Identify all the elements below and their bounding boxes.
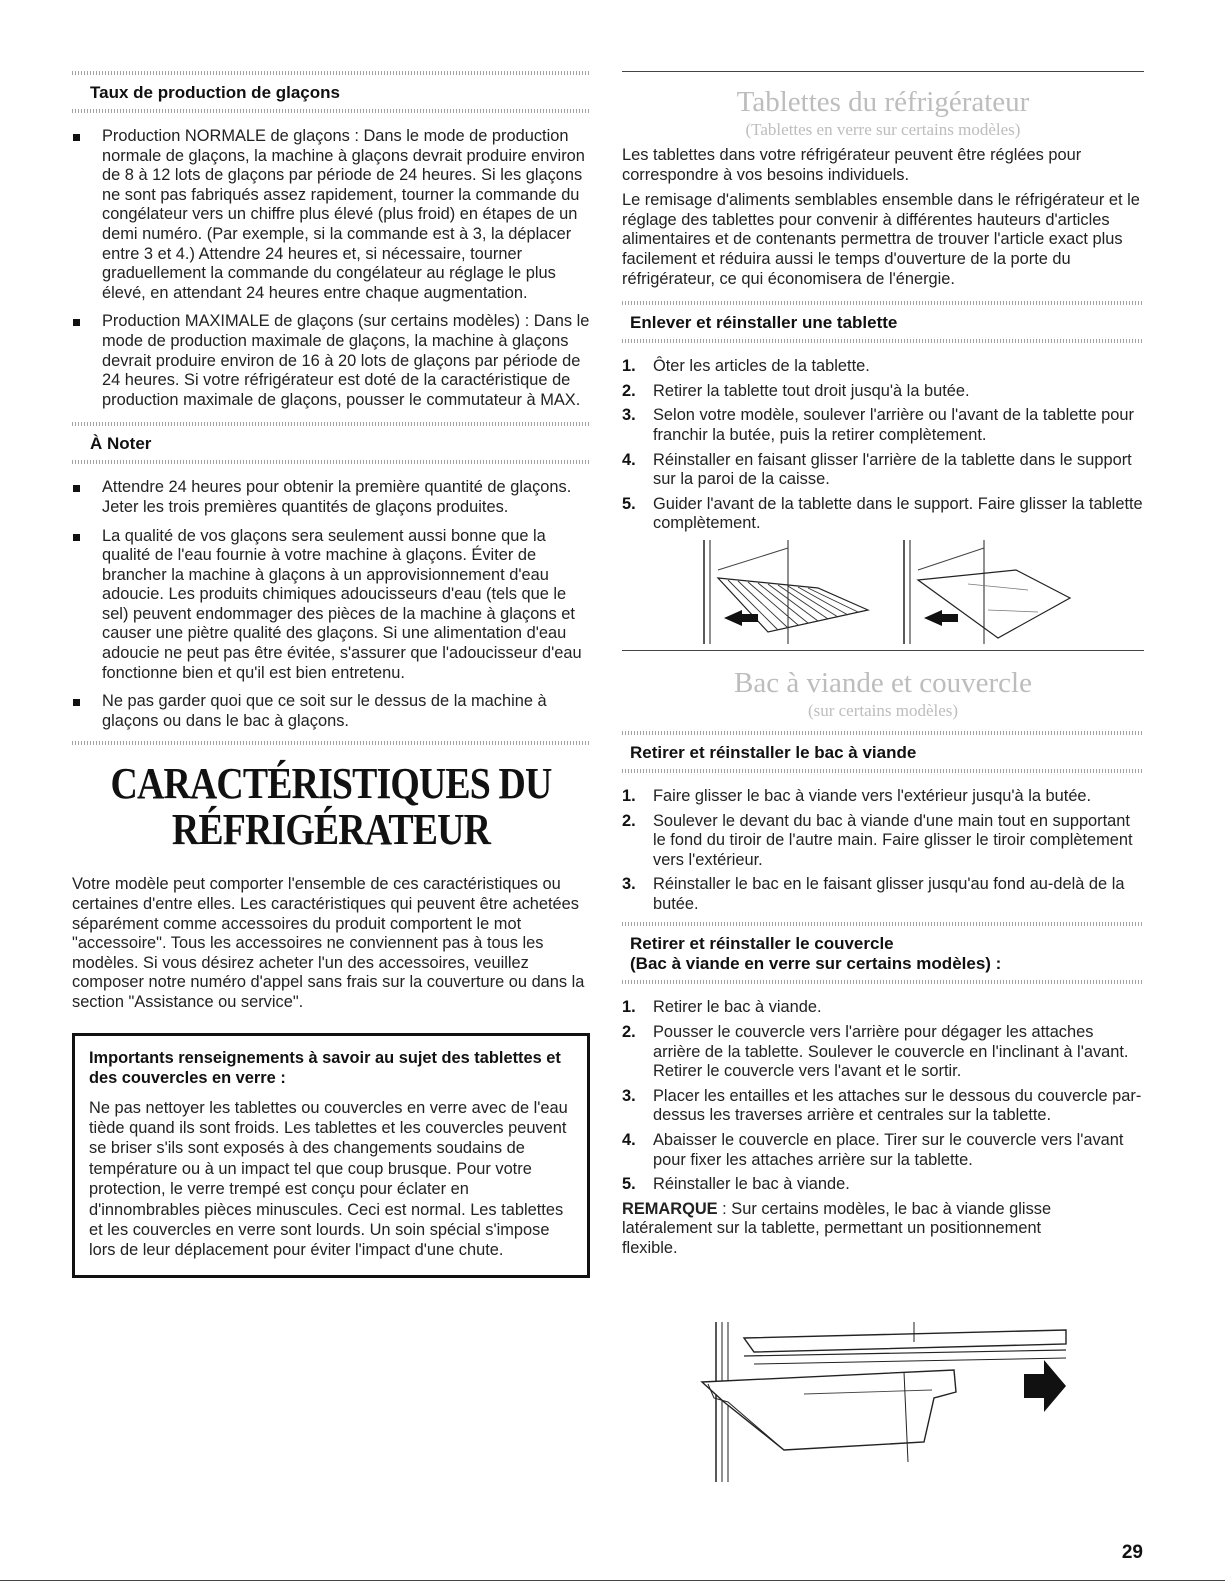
right-column — [622, 0, 1144, 1259]
shelves-paragraph-1: Les tablettes dans votre réfrigérateur peuvent être réglées pour correspondre à vos besoins individuels. — [622, 146, 1082, 184]
section-title-line2: RÉFRIGÉRATEUR — [171, 805, 491, 855]
list-item: 1. Ôter les articles de la tablette. — [622, 357, 870, 376]
dotted-rule — [72, 460, 590, 464]
bullet-icon — [73, 485, 80, 492]
list-item: 5. Réinstaller le bac à viande. — [622, 1175, 850, 1194]
list-item: Production MAXIMALE de glaçons (sur certains modèles) : Dans le mode de production maximale de glaçons, la machine à glaçons devrait produire environ de 16 à 20 lots de glaçons par période de 24 heures. Si votre réfrigérateur est doté de la caractéristique de production maximale de glaçons, pousser le commutateur à MAX. — [72, 312, 590, 410]
meat-drawer-steps — [622, 787, 1144, 915]
remove-shelf-heading: Enlever et réinstaller une tablette — [630, 313, 898, 333]
wire-shelf-illustration — [698, 540, 878, 644]
glass-shelf-illustration — [898, 540, 1088, 644]
ice-production-heading: Taux de production de glaçons — [90, 83, 340, 102]
ice-production-list — [72, 127, 590, 410]
dotted-rule — [72, 109, 590, 113]
section-title-line1: CARACTÉRISTIQUES DU — [110, 759, 552, 809]
shelves-title: Tablettes du réfrigérateur — [736, 86, 1030, 118]
note-heading: À Noter — [90, 434, 152, 454]
remark-label: REMARQUE — [622, 1199, 718, 1218]
list-item: 3. Selon votre modèle, soulever l'arrière ou l'avant de la tablette pour franchir la butée, puis la retirer complètement. — [622, 406, 1134, 444]
warning-body: Ne pas nettoyer les tablettes ou couvercles en verre avec de l'eau tiède quand ils sont froids. Les tablettes et les couvercles peuvent se briser s'ils sont exposés à des changements soudains de température ou à un impact tel que coup brusque. Pour votre protection, le verre trempé est conçu pour éclater en d'innombrables pièces minuscules. Ceci est normal. Les tablettes et les couvercles en verre sont lourds. Un soin spécial s'impose lors de leur déplacement pour éviter l'impact d'une chute. — [89, 1098, 568, 1260]
dotted-rule — [72, 741, 590, 745]
features-intro: Votre modèle peut comporter l'ensemble de ces caractéristiques ou certaines d'entre elles. Les caractéristiques qui peuvent être achetées séparément comme accessoires du produit comportent le mot "accessoire". Tous les accessoires ne conviennent pas à tous les modèles. Si vous désirez acheter l'un des accessoires, veuillez composer notre numéro d'appel sans frais sur la couverture ou dans la section "Assistance ou service". — [72, 875, 585, 1011]
dotted-rule — [622, 922, 1144, 926]
meat-drawer-heading: Retirer et réinstaller le bac à viande — [630, 742, 917, 762]
section-rule — [622, 650, 1144, 651]
dotted-rule — [622, 731, 1144, 735]
list-item: Production NORMALE de glaçons : Dans le mode de production normale de glaçons, la machine à glaçons devrait produire environ de 8 à 12 lots de glaçons par période de 24 heures. Si les glaçons ne sont pas fabriqués assez rapidement, tourner la commande du congélateur vers un chiffre plus élevé (plus froid) en étapes de un demi numéro. (Par exemple, si la commande est à 3, la déplacer entre 3 et 4.) Attendre 24 heures et, si nécessaire, tourner graduellement la commande du congélateur au réglage le plus élevé, en attendant 24 heures entre chaque augmentation. — [72, 127, 590, 303]
section-rule — [622, 71, 1144, 72]
left-column — [72, 0, 590, 1278]
list-item: 2. Soulever le devant du bac à viande d'une main tout en supportant le fond du tiroir de l'autre main. Faire glisser le tiroir complètement vers l'extérieur. — [622, 811, 1133, 869]
list-item: 1. Retirer le bac à viande. — [622, 998, 822, 1017]
bullet-icon — [73, 534, 80, 541]
cover-heading-line1: Retirer et réinstaller le couvercle — [630, 934, 894, 954]
remove-shelf-steps — [622, 357, 1144, 534]
list-item: La qualité de vos glaçons sera seulement aussi bonne que la qualité de l'eau fournie à votre machine à glaçons. Éviter de brancher la machine à glaçons à un approvisionnement d'eau adoucie. Les produits chimiques adoucisseurs d'eau (tels que le sel) peuvent endommager des pièces de la machine à glaçons et causer une piètre qualité des glaçons. Si une alimentation d'eau adoucie ne peut pas être évitée, s'assurer que l'adoucisseur d'eau fonctionne bien et qu'il est bien entretenu. — [72, 527, 590, 684]
meat-drawer-illustration — [694, 1322, 1074, 1482]
list-item: 2. Retirer la tablette tout droit jusqu'à la butée. — [622, 381, 970, 400]
bullet-icon — [73, 319, 80, 326]
meat-drawer-subtitle: (sur certains modèles) — [807, 700, 959, 720]
warning-title: Importants renseignements à savoir au sujet des tablettes et des couvercles en verre : — [89, 1048, 561, 1087]
section-title — [72, 761, 590, 853]
remark-paragraph — [622, 1200, 1092, 1259]
dotted-rule — [622, 301, 1144, 305]
shelves-paragraph-2: Le remisage d'aliments semblables ensemble dans le réfrigérateur et le réglage des tablettes pour convenir à différentes hauteurs d'articles alimentaires et de contenants permettra de trouver l'article exact plus facilement et réduira aussi le temps d'ouverture de la porte du réfrigérateur, ce qui économisera de l'énergie. — [622, 191, 1140, 288]
list-item: 1. Faire glisser le bac à viande vers l'extérieur jusqu'à la butée. — [622, 786, 1092, 805]
dotted-rule — [72, 422, 590, 426]
meat-drawer-title: Bac à viande et couvercle — [734, 666, 1032, 699]
page-number: 29 — [1121, 1542, 1143, 1563]
dotted-rule — [622, 339, 1144, 343]
bullet-icon — [73, 134, 80, 141]
list-item: Ne pas garder quoi que ce soit sur le dessus de la machine à glaçons ou dans le bac à glaçons. — [72, 692, 590, 731]
glass-warning-box — [72, 1033, 590, 1278]
list-item: 3. Réinstaller le bac en le faisant glisser jusqu'au fond au-delà de la butée. — [622, 875, 1125, 913]
cover-steps — [622, 998, 1144, 1194]
remark-text: : Sur certains modèles, le bac à viande glisse latéralement sur la tablette, permettant un positionnement flexible. — [622, 1199, 1052, 1257]
list-item: 4. Abaisser le couvercle en place. Tirer sur le couvercle vers l'avant pour fixer les attaches arrière sur la tablette. — [622, 1131, 1124, 1169]
list-item: 2. Pousser le couvercle vers l'arrière pour dégager les attaches arrière de la tablette. Soulever le couvercle en l'inclinant à l'avant. Retirer le couvercle vers l'avant et le sortir. — [622, 1023, 1129, 1081]
dotted-rule — [622, 980, 1144, 984]
note-list — [72, 478, 590, 731]
list-item: 3. Placer les entailles et les attaches sur le dessous du couvercle par-dessus les traverses arrière et centrales sur la tablette. — [622, 1086, 1142, 1125]
dotted-rule — [622, 769, 1144, 773]
dotted-rule — [72, 71, 590, 75]
list-item: 5. Guider l'avant de la tablette dans le support. Faire glisser la tablette complètement. — [622, 494, 1143, 533]
shelf-illustrations — [622, 540, 1144, 646]
list-item: Attendre 24 heures pour obtenir la première quantité de glaçons. Jeter les trois premières quantités de glaçons produites. — [72, 478, 590, 517]
bottom-rule — [0, 1580, 1225, 1581]
list-item: 4. Réinstaller en faisant glisser l'arrière de la tablette dans le support sur la paroi de la caisse. — [622, 450, 1132, 489]
bullet-icon — [73, 699, 80, 706]
cover-heading-line2: (Bac à viande en verre sur certains modèles) : — [630, 954, 1002, 974]
shelves-subtitle: (Tablettes en verre sur certains modèles) — [745, 120, 1021, 139]
